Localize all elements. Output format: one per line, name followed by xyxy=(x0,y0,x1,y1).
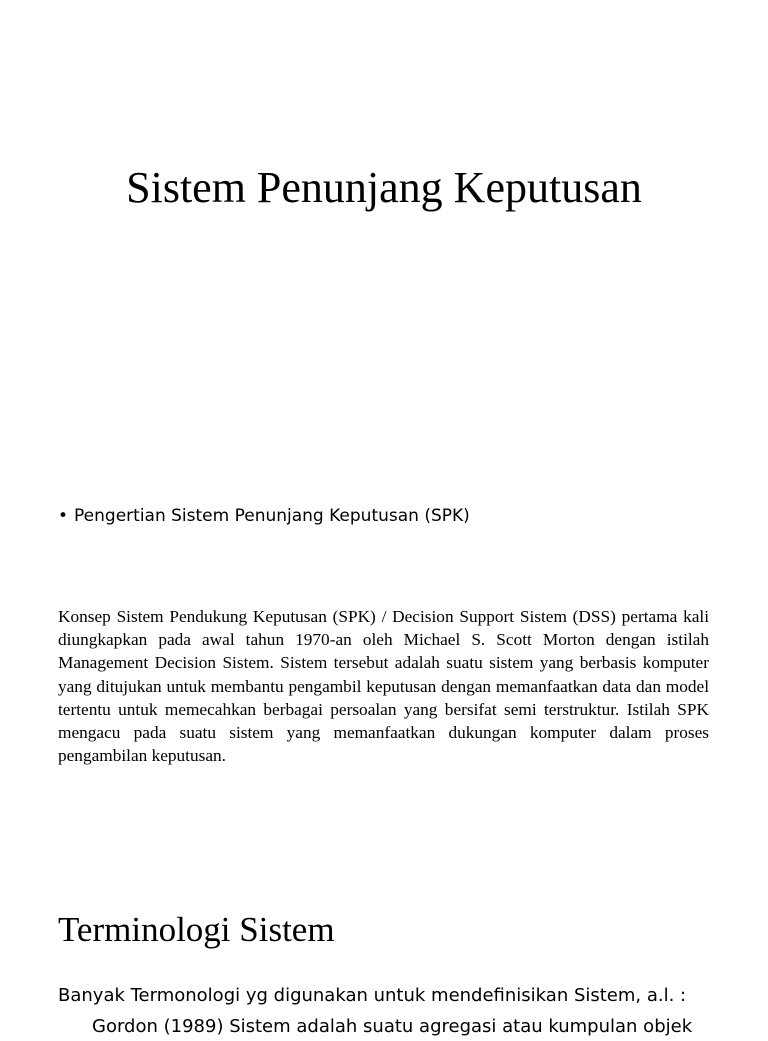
section-intro: Banyak Termonologi yg digunakan untuk mendefinisikan Sistem, a.l. : xyxy=(58,985,687,1006)
definition-paragraph: Konsep Sistem Pendukung Keputusan (SPK) / Decision Support Sistem (DSS) pertama kali diungkapkan pada awal tahun 1970-an oleh Michael S. Scott Morton dengan istilah Management Decision Sistem. Sistem tersebut adalah suatu sistem yang berbasis komputer yang ditujukan untuk membantu pengambil keputusan dengan memanfaatkan data dan model tertentu untuk memecahkan berbagai persoalan yang bersifat semi terstruktur. Istilah SPK mengacu pada suatu sistem yang memanfaatkan dukungan komputer dalam proses pengambilan keputusan. xyxy=(58,607,709,766)
bullet-text: Pengertian Sistem Penunjang Keputusan (SPK) xyxy=(74,506,470,526)
page-title: Sistem Penunjang Keputusan xyxy=(126,163,642,212)
bullet-icon: • xyxy=(58,506,69,526)
section-partial-line: Gordon (1989) Sistem adalah suatu agregasi atau kumpulan objek xyxy=(92,1016,693,1037)
section-heading: Terminologi Sistem xyxy=(58,910,335,949)
bullet-item xyxy=(58,504,470,528)
